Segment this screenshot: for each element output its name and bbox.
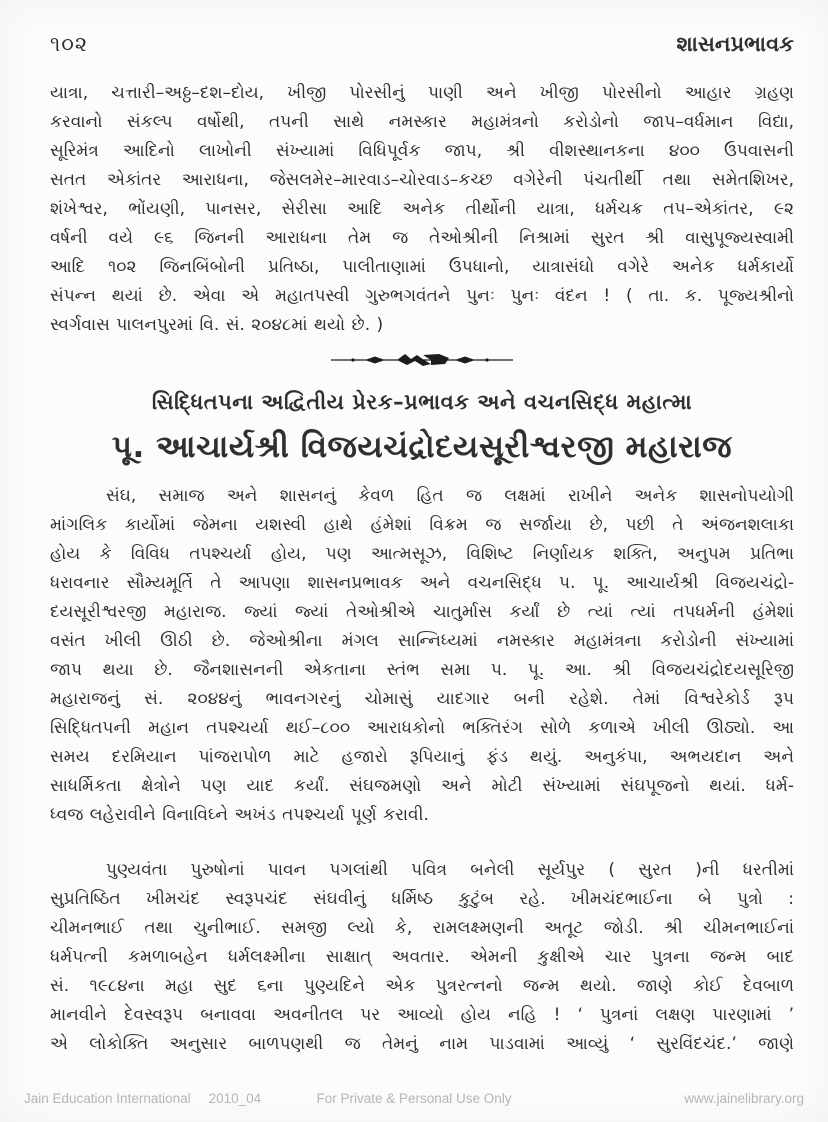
edition-code: 2010_04: [208, 1091, 262, 1106]
section-subtitle: સિદ્ધિતપના અદ્વિતીય પ્રેરક–પ્રભાવક અને વચનસિદ્ધ મહાત્મા: [151, 390, 693, 414]
text-line: જાપ થયા છે. જૈનશાસનની એકતાના સ્તંભ સમા પ. પૂ. આ. શ્રી વિજયચંદ્રોદયસૂરિજી: [50, 660, 794, 680]
text-line: સૂરિમંત્ર આદિનો લાખોની સંખ્યામાં વિધિપૂર્વક જાપ, શ્રી વીશસ્થાનકના ૪૦૦ ઉપવાસની: [50, 141, 794, 161]
text-line: આદિ ૧૦૨ જિનબિંબોની પ્રતિષ્ઠા, પાલીતાણામાં ઉપધાનો, યાત્રાસંઘો વગેરે અનેક ધર્મકાર્યો: [50, 257, 794, 277]
page-footer: [24, 1091, 804, 1106]
text-line: સિદ્ધિતપની મહાન તપશ્ચર્યા થઈ–૮૦૦ આરાધકોનો ભક્તિરંગ સોળે કળાએ ખીલી ઊઠ્યો. આ: [50, 718, 794, 738]
text-line: ધર્મપત્ની કમળાબહેન ધર્મલક્ષ્મીના સાક્ષાત્ અવતાર. એમની કુક્ષીએ ચાર પુત્રના જન્મ બાદ: [50, 947, 794, 967]
text-line: પુણ્યવંતા પુરુષોનાં પાવન પગલાંથી પવિત્ર બનેલી સૂર્યપુર ( સુરત )ની ધરતીમાં: [106, 860, 794, 880]
paragraph-continuation: [50, 79, 794, 340]
text-line: મહારાજનું સં. ૨૦૪૪નું ભાવનગરનું ચોમાસું યાદગાર બની રહેશે. તેમાં વિશ્વરેકોર્ડ રૂપ: [50, 689, 794, 709]
paragraph-biography-intro: [50, 482, 794, 830]
text-line: માનવીને દેવસ્વરૂપ બનાવવા અવનીતલ પર આવ્યો હોય નહિ ! ‘ પુત્રનાં લક્ષણ પારણામાં ’: [50, 1005, 794, 1025]
text-line: સંઘ, સમાજ અને શાસનનું કેવળ હિત જ લક્ષમાં રાખીને અનેક શાસનોપયોગી: [106, 486, 794, 506]
page-header: [50, 32, 794, 57]
text-line: ધ્વજ લહેરાવીને વિનાવિઘ્ને અખંડ તપશ્ચર્યા પૂર્ણ કરાવી.: [50, 805, 429, 825]
section-title: પૂ. આચાર્યશ્રી વિજયચંદ્રોદયસૂરીશ્વરજી મહારાજ: [111, 429, 733, 465]
running-title: શાસનપ્રભાવક: [676, 32, 794, 56]
text-line: શંખેશ્વર, ભોંયણી, પાનસર, સેરીસા આદિ અનેક તીર્થોની યાત્રા, ધર્મચક્ર તપ–એકાંતર, ૯૨: [50, 199, 794, 219]
text-line: સ્વર્ગવાસ પાલનપુરમાં વિ. સં. ૨૦૪૮માં થયો છે. ): [50, 315, 384, 335]
text-line: ચીમનભાઈ તથા ચુનીભાઈ. સમજી લ્યો કે, રામલક્ષ્મણની અતૂટ જોડી. શ્રી ચીમનભાઈનાં: [50, 918, 794, 938]
text-line: સુપ્રતિષ્ઠિત ખીમચંદ સ્વરૂપચંદ સંઘવીનું ધર્મિષ્ઠ કુટુંબ રહે. ખીમચંદભાઈના બે પુત્રો :: [50, 889, 794, 909]
text-line: સમય દરમિયાન પાંજરાપોળ માટે હજારો રૂપિયાનું ફંડ થયું. અનુકંપા, અભયદાન અને: [50, 747, 794, 767]
text-line: યાત્રા, ચત્તારી–અઠ્ઠ–દશ–દોય, ખીજી પોરસીનું પાણી અને ખીજી પોરસીનો આહાર ગ્રહણ: [50, 83, 794, 103]
page-number: ૧૦૨: [50, 32, 89, 56]
text-line: હોય કે વિવિધ તપશ્ચર્યા હોય, પણ આત્મસૂઝ, વિશિષ્ટ નિર્ણાયક શક્તિ, અનુપમ પ્રતિભા: [50, 544, 794, 564]
paragraph-birth-story: [50, 856, 794, 1059]
text-line: સાધર્મિકતા ક્ષેત્રોને પણ યાદ કર્યાં. સંઘજમણો અને મોટી સંખ્યામાં સંઘપૂજનો થયાં. ધર્મ-: [50, 776, 794, 796]
text-line: દયસૂરીશ્વરજી મહારાજ. જ્યાં જ્યાં તેઓશ્રીએ ચાતુર્માસ કર્યાં છે ત્યાં ત્યાં તપધર્મની હંમેશાં: [50, 602, 794, 622]
publisher-name: Jain Education International: [24, 1091, 191, 1106]
text-line: એ લોકોક્તિ અનુસાર બાળપણથી જ તેમનું નામ પાડવામાં આવ્યું ‘ સુરવિંદચંદ.’ જાણે: [50, 1034, 794, 1054]
text-line: કરવાનો સંકલ્પ વર્ષોથી, તપની સાથે નમસ્કાર મહામંત્રનો કરોડોનો જાપ–વર્ધમાન વિદ્યા,: [50, 112, 794, 132]
text-line: સં. ૧૯૮૪ના મહા સુદ ૬ના પુણ્યદિને એક પુત્રરત્નનો જન્મ થયો. જાણે કોઈ દેવબાળ: [50, 976, 794, 996]
text-line: ધરાવનાર સૌમ્યમૂર્તિ તે આપણા શાસનપ્રભાવક અને વચનસિદ્ધ પ. પૂ. આચાર્યશ્રી વિજયચંદ્રો-: [50, 573, 794, 593]
footer-website: www.jainelibrary.org: [684, 1091, 804, 1106]
page-body: [50, 79, 794, 1059]
footer-usage-notice: For Private & Personal Use Only: [316, 1091, 512, 1106]
text-line: માંગલિક કાર્યોમાં જેમના યશસ્વી હાથે હંમેશાં વિક્રમ જ સર્જાયા છે, પછી તે અંજનશલાકા: [50, 515, 794, 535]
text-line: સંપન્ન થયાં છે. એવા એ મહાતપસ્વી ગુરુભગવંતને પુનઃ પુનઃ વંદન ! ( તા. ક. પૂજ્યશ્રીનો: [50, 286, 794, 306]
text-line: સતત એકાંતર આરાધના, જેસલમેર–મારવાડ–ચોરવાડ–કચ્છ વગેરેની પંચતીર્થી તથા સમેતશિખર,: [50, 170, 794, 190]
text-line: વર્ષની વયે ૯૬ જિનની આરાધના તેમ જ તેઓશ્રીની નિશ્રામાં સુરત શ્રી વાસુપૂજ્યસ્વામી: [50, 228, 794, 248]
text-line: વસંત ખીલી ઊઠી છે. જેઓશ્રીના મંગલ સાન્નિધ્યમાં નમસ્કાર મહામંત્રના કરોડોની સંખ્યામાં: [50, 631, 794, 651]
ornamental-flourish-icon: [50, 352, 794, 368]
